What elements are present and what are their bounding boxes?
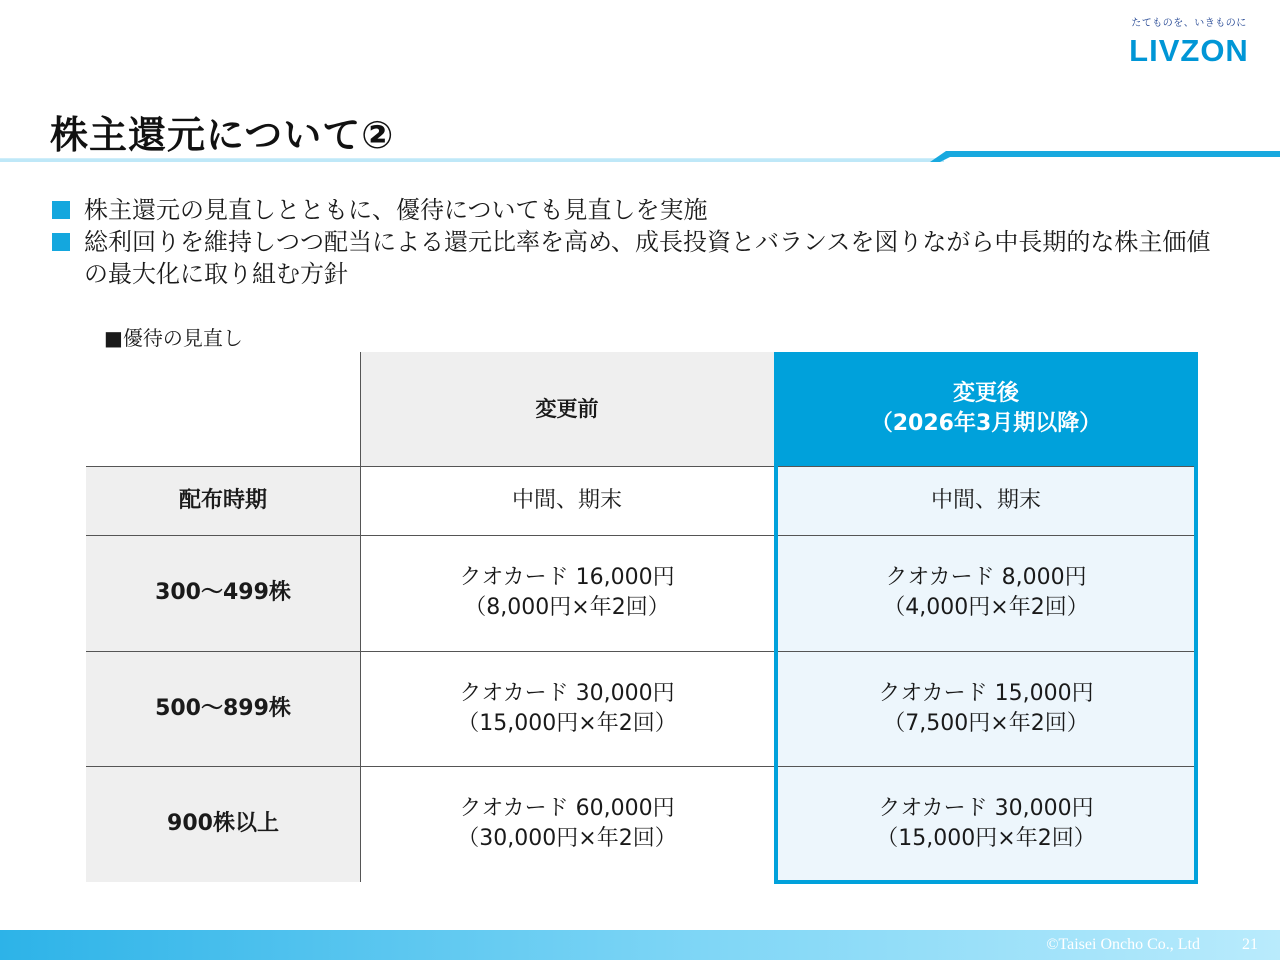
header-before-label: 変更前 [535,397,599,421]
row-label-text: 500～899株 [155,695,291,721]
cell-after-300-499 [774,535,1198,651]
table-caption: ■優待の見直し [104,326,243,350]
cell-breakdown: （7,500円×年2回） [883,710,1089,736]
header-after [774,352,1198,466]
row-label-500-899 [86,651,360,766]
cell-before-900-plus [360,766,774,882]
row-label-text: 900株以上 [167,811,279,836]
cell-amount: クオカード 16,000円 [459,565,675,590]
cell-text: 中間、期末 [930,487,1041,513]
column-divider [360,352,361,882]
bullet-text: 株主還元の見直しとともに、優待についても見直しを実施 [84,196,708,224]
cell-after-900-plus [774,766,1198,882]
row-label-300-499 [86,535,360,651]
cell-amount: クオカード 30,000円 [878,796,1094,821]
bullet-square-icon [52,201,70,219]
brand-logo: LIVZON [1129,33,1249,68]
bullet-item [52,226,1232,290]
cell-breakdown: （30,000円×年2回） [457,826,677,851]
bullet-list [52,194,1232,290]
header-before [360,352,774,466]
row-label-900-plus [86,766,360,882]
header-after-period: （2026年3月期以降） [870,411,1102,436]
row-label-text: 配布時期 [178,487,267,513]
copyright: ©Taisei Oncho Co., Ltd [1046,936,1200,953]
page-title: 株主還元について② [50,113,395,157]
row-divider [86,466,1198,467]
brand-logo-block [1114,14,1264,69]
cell-amount: クオカード 8,000円 [885,565,1087,590]
cell-amount: クオカード 15,000円 [878,680,1094,706]
header-after-label: 変更後 [952,381,1019,406]
row-divider [86,651,1198,652]
cell-amount: クオカード 60,000円 [459,796,675,821]
cell-breakdown: （15,000円×年2回） [457,710,677,736]
cell-amount: クオカード 30,000円 [459,680,675,706]
cell-breakdown: （4,000円×年2回） [883,595,1089,620]
cell-after-500-899 [774,651,1198,766]
bullet-square-icon [52,233,70,251]
benefit-comparison-table [86,352,1198,882]
bullet-text: 総利回りを維持しつつ配当による還元比率を高め、成長投資とバランスを図りながら中長期的な株主価値の最大化に取り組む方針 [84,228,1211,288]
title-underline [0,150,1280,164]
column-divider [774,352,775,882]
bullet-item [52,194,1232,226]
cell-before-500-899 [360,651,774,766]
cell-before-timing [360,466,774,535]
row-divider [86,535,1198,536]
page-number: 21 [1242,936,1258,953]
cell-before-300-499 [360,535,774,651]
row-label-text: 300～499株 [155,580,291,605]
cell-after-timing [774,466,1198,535]
cell-breakdown: （8,000円×年2回） [464,595,670,620]
brand-tagline: たてものを、いきものに [1131,18,1247,29]
cell-breakdown: （15,000円×年2回） [876,826,1096,851]
row-divider [86,766,1198,767]
cell-text: 中間、期末 [511,487,622,513]
row-label-timing [86,466,360,535]
